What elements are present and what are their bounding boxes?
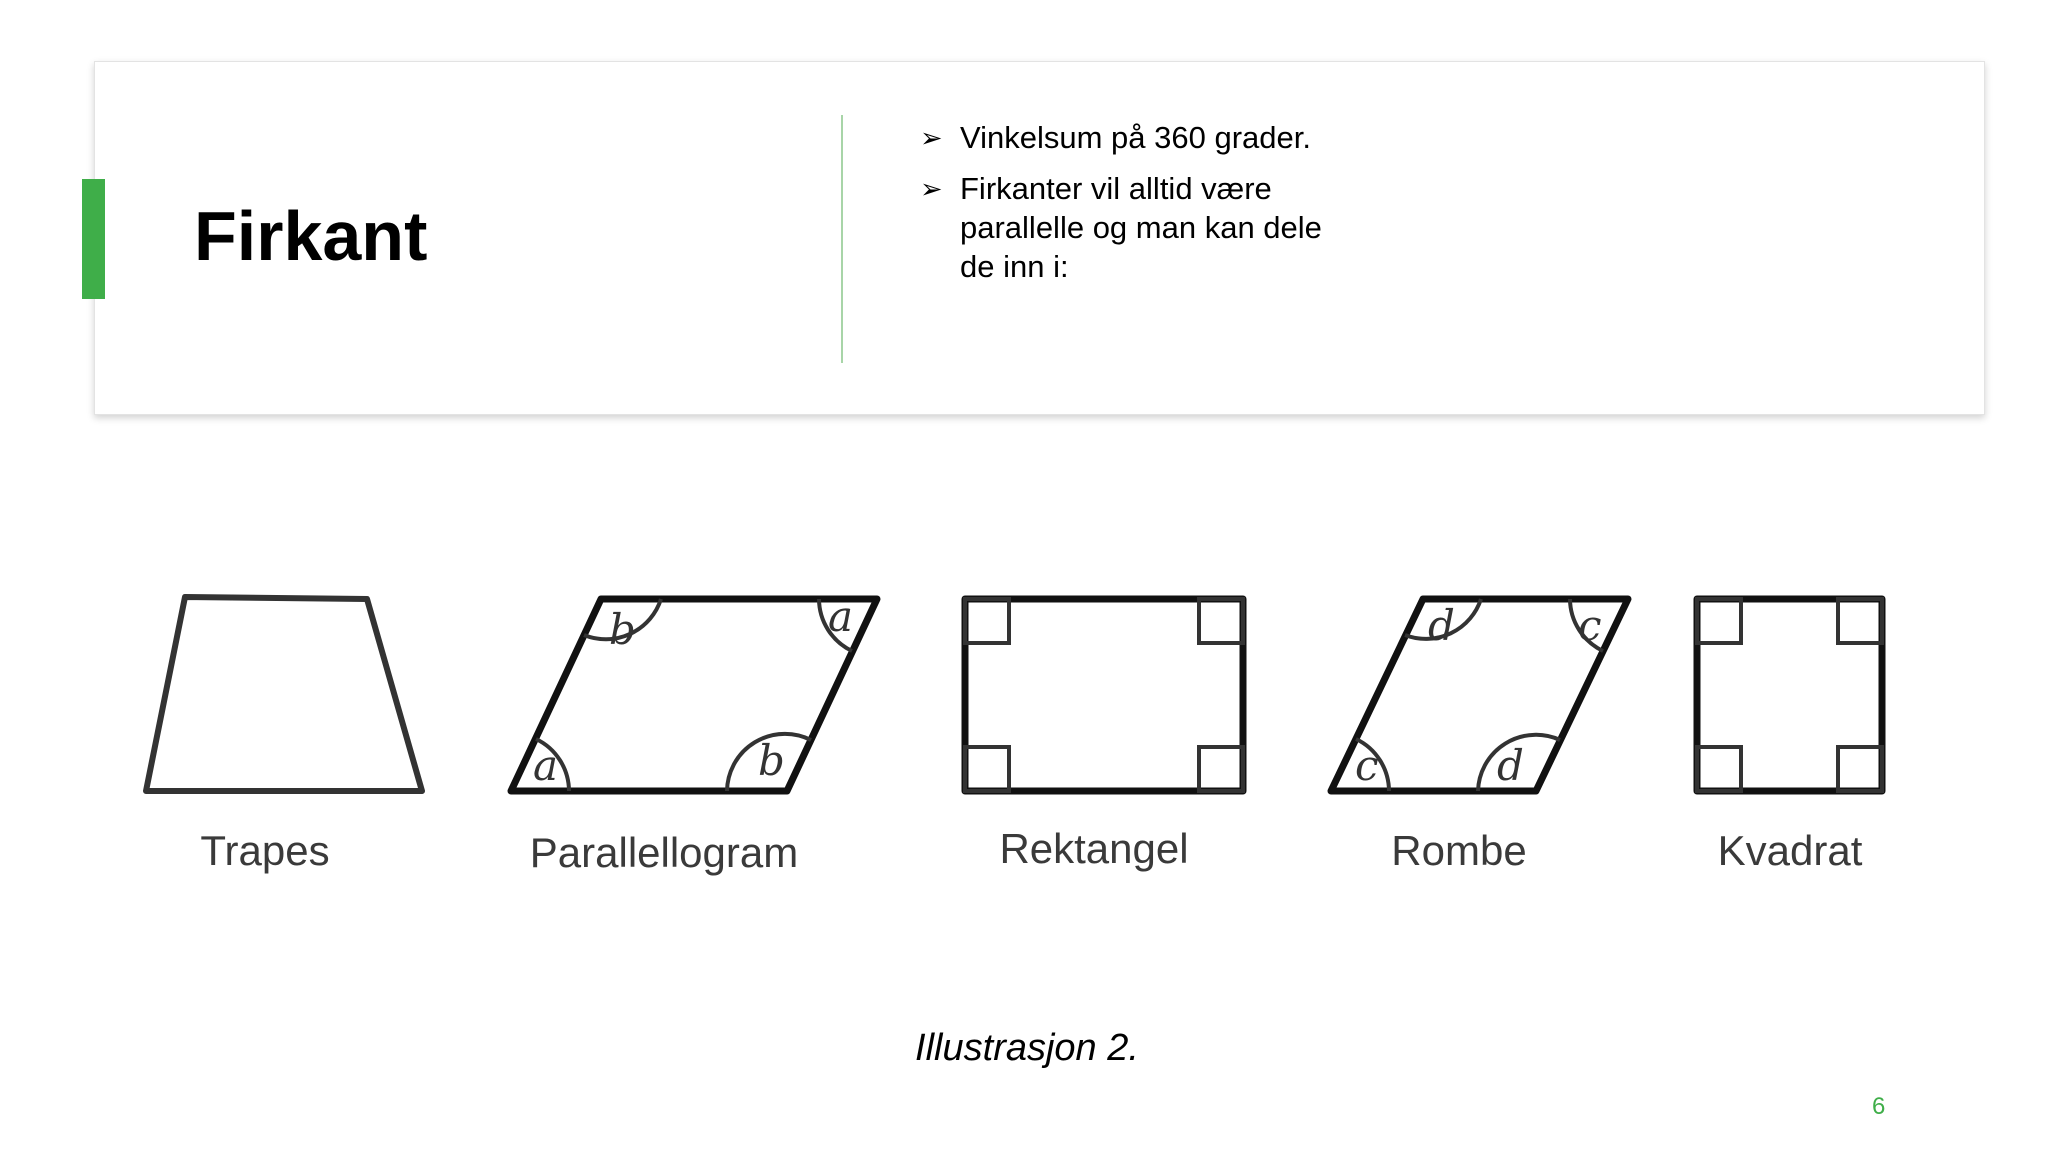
angle-label-d: d <box>1497 741 1524 790</box>
angle-label-a: a <box>533 741 559 790</box>
kvadrat-shape <box>1697 599 1882 791</box>
angle-label-d: d <box>1428 601 1455 650</box>
angle-label-b: b <box>609 605 636 654</box>
angle-label-c: c <box>1355 741 1379 790</box>
parallellogram-shape <box>511 592 877 791</box>
label-rektangel: Rektangel <box>999 825 1189 872</box>
right-angle-marker <box>1838 599 1882 643</box>
label-parallellogram: Parallellogram <box>529 829 799 876</box>
arrow-bullet-icon: ➢ <box>920 123 943 153</box>
page-number: 6 <box>1872 1093 1886 1120</box>
right-angle-marker <box>1697 747 1741 791</box>
label-kvadrat: Kvadrat <box>1717 827 1863 874</box>
right-angle-marker <box>965 599 1009 643</box>
rombe-shape <box>1331 599 1628 791</box>
angle-label-b: b <box>758 736 785 785</box>
angle-label-a: a <box>828 592 854 641</box>
right-angle-marker <box>1199 599 1243 643</box>
right-angle-marker <box>965 747 1009 791</box>
bullet-text: Vinkelsum på 360 grader. <box>960 120 1311 155</box>
rektangel-shape <box>965 599 1243 791</box>
right-angle-marker <box>1838 747 1882 791</box>
label-rombe: Rombe <box>1391 827 1527 874</box>
trapes-shape <box>146 597 422 791</box>
right-angle-marker <box>1697 599 1741 643</box>
label-trapes: Trapes <box>200 827 330 874</box>
slide-title: Firkant <box>194 197 428 275</box>
angle-label-c: c <box>1578 601 1602 650</box>
right-angle-marker <box>1199 747 1243 791</box>
arrow-bullet-icon: ➢ <box>920 174 943 204</box>
bullet-text: Firkanter vil alltid være parallelle og man kan dele de inn i: <box>960 171 1322 284</box>
illustration-caption: Illustrasjon 2. <box>915 1027 1139 1069</box>
